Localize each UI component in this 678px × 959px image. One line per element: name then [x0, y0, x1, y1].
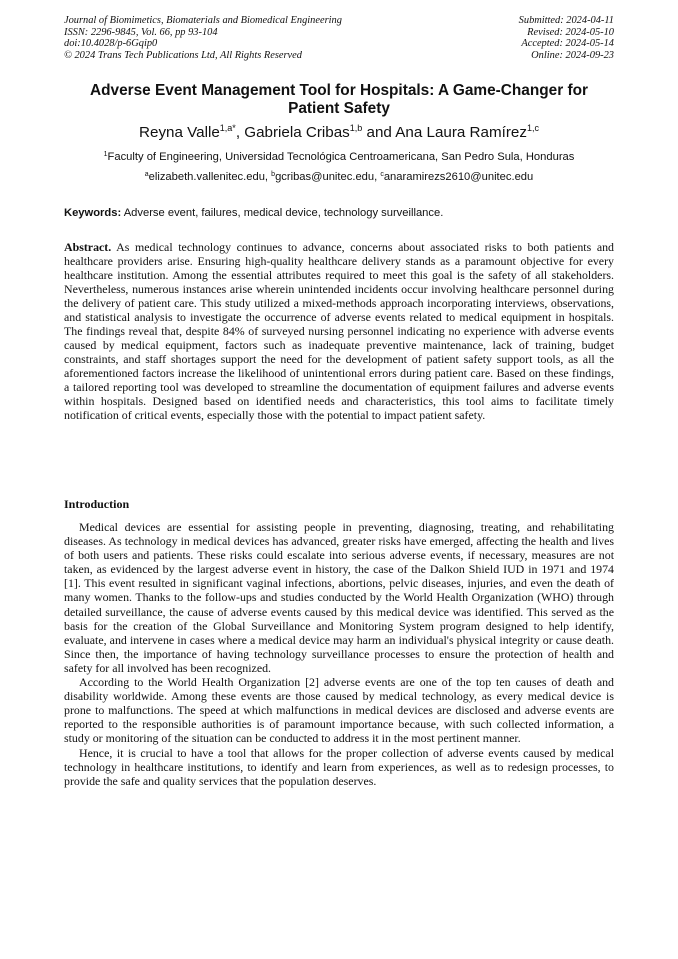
abstract-text: As medical technology continues to advance, concerns about associated risks to both patients and healthcare providers arise. Ensuring high-quality healthcare delivery stands as a paramount objective for every healthcare institution. Among the essential attributes required to meet this goal is the safety of all stakeholders. Nevertheless, numerous instances arise wherein unintended incidents occur involving healthcare personnel during the delivery of patient care. This study utilized a mixed-methods approach incorporating interviews, observations, and statistical analysis to investigate the occurrence of adverse events related to medical equipment in hospitals. The findings reveal that, despite 84% of surveyed nursing personnel indicating no experience with adverse events caused by medical equipment, factors such as inadequate preventive maintenance, lack of training, budget constraints, and staff shortages support the need for the development of patient safety support tools, as all the aforementioned factors increase the likelihood of unintentional errors during patient care. Based on these findings, a tailored reporting tool was developed to streamline the documentation of equipment failures and adverse events within hospitals. Designed based on identified needs and characteristics, this tool aims to facilitate timely notification of critical events, especially those with the potential to impact patient safety.	[64, 240, 614, 422]
author-emails	[64, 171, 614, 184]
abstract	[64, 240, 614, 422]
affiliation	[64, 151, 614, 164]
revised-date: Revised: 2024-05-10	[527, 26, 614, 38]
abstract-label: Abstract.	[64, 240, 112, 254]
journal-info	[64, 15, 424, 61]
keywords	[64, 206, 614, 220]
email-mark: b	[271, 171, 276, 178]
email-link[interactable]: gcribas@unitec.edu,	[275, 171, 381, 183]
author-list	[64, 124, 614, 142]
affiliation-mark: 1	[103, 151, 108, 158]
introduction-body	[64, 520, 614, 788]
author-name: Ana Laura Ramírez	[395, 124, 527, 141]
author-affil-mark: 1,a*	[219, 123, 236, 133]
keywords-text: Adverse event, failures, medical device, technology surveillance.	[121, 207, 444, 219]
author-conjunction: and	[362, 124, 396, 141]
journal-doi: doi:10.4028/p-6Gqip0	[64, 38, 158, 50]
intro-paragraph: Hence, it is crucial to have a tool that allows for the proper collection of adverse events caused by medical technology in healthcare institutions, to identify and learn from experiences, as well as to redesign processes, to provide the safe and quality services that the population deserves.	[64, 745, 614, 788]
email-link[interactable]: elizabeth.vallenitec.edu,	[148, 171, 272, 183]
submitted-date: Submitted: 2024-04-11	[518, 15, 614, 26]
submission-dates	[394, 15, 614, 61]
author-affil-mark: 1,c	[526, 123, 539, 133]
author-name: Reyna Valle	[139, 124, 220, 141]
intro-paragraph: According to the World Health Organization [2] adverse events are one of the top ten causes of death and disability worldwide. Among these events are those caused by medical technology, as every medical device is prone to malfunctions. The speed at which malfunctions in medical devices are disclosed and adverse events are reported to the responsible authorities is of paramount importance because, with such collected information, a study or monitoring of the situation can be conducted to address it in the most pertinent manner.	[64, 675, 614, 746]
section-heading-introduction: Introduction	[64, 497, 130, 511]
author-affil-mark: 1,b	[349, 123, 363, 133]
email-link[interactable]: anaramirezs2610@unitec.edu	[383, 171, 534, 183]
journal-copyright: © 2024 Trans Tech Publications Ltd, All Rights Reserved	[64, 49, 302, 61]
journal-issn: ISSN: 2296-9845, Vol. 66, pp 93-104	[64, 26, 218, 38]
accepted-date: Accepted: 2024-05-14	[521, 38, 614, 50]
author-name: Gabriela Cribas	[244, 124, 350, 141]
online-date: Online: 2024-09-23	[531, 49, 614, 61]
keywords-label: Keywords:	[64, 207, 122, 219]
paper-title: Adverse Event Management Tool for Hospitals: A Game-Changer for Patient Safety	[90, 82, 588, 117]
intro-paragraph: Medical devices are essential for assisting people in preventing, diagnosing, treating, and rehabilitating diseases. As technology in medical devices has advanced, greater risks have emerged, affecting the health and lives of both users and patients. These risks could escalate into serious adverse events, if necessary, measures are not taken, as evidenced by the largest adverse event in history, the case of the Dalkon Shield IUD in 1971 and 1974 [1]. This event resulted in significant vaginal infections, abortions, pelvic diseases, injuries, and even the death of many women. Thanks to the follow-ups and studies conducted by the World Health Organization (WHO) through detailed surveillance, the cause of adverse events caused by this medical device was identified. This served as the basis for the creation of the Global Surveillance and Monitoring System program designed to help identify, evaluate, and intervene in cases where a medical device may harm an individual's physical integrity or cause death. Since then, the importance of having technology surveillance processes to ensure the protection of health and safety for all involved has been recognized.	[64, 520, 614, 675]
email-mark: a	[144, 171, 149, 178]
email-mark: c	[380, 171, 384, 178]
affiliation-text: Faculty of Engineering, Universidad Tecnológica Centroamericana, San Pedro Sula, Honduras	[107, 151, 575, 163]
author-separator: ,	[235, 124, 245, 141]
journal-name: Journal of Biomimetics, Biomaterials and Biomedical Engineering	[64, 15, 342, 26]
